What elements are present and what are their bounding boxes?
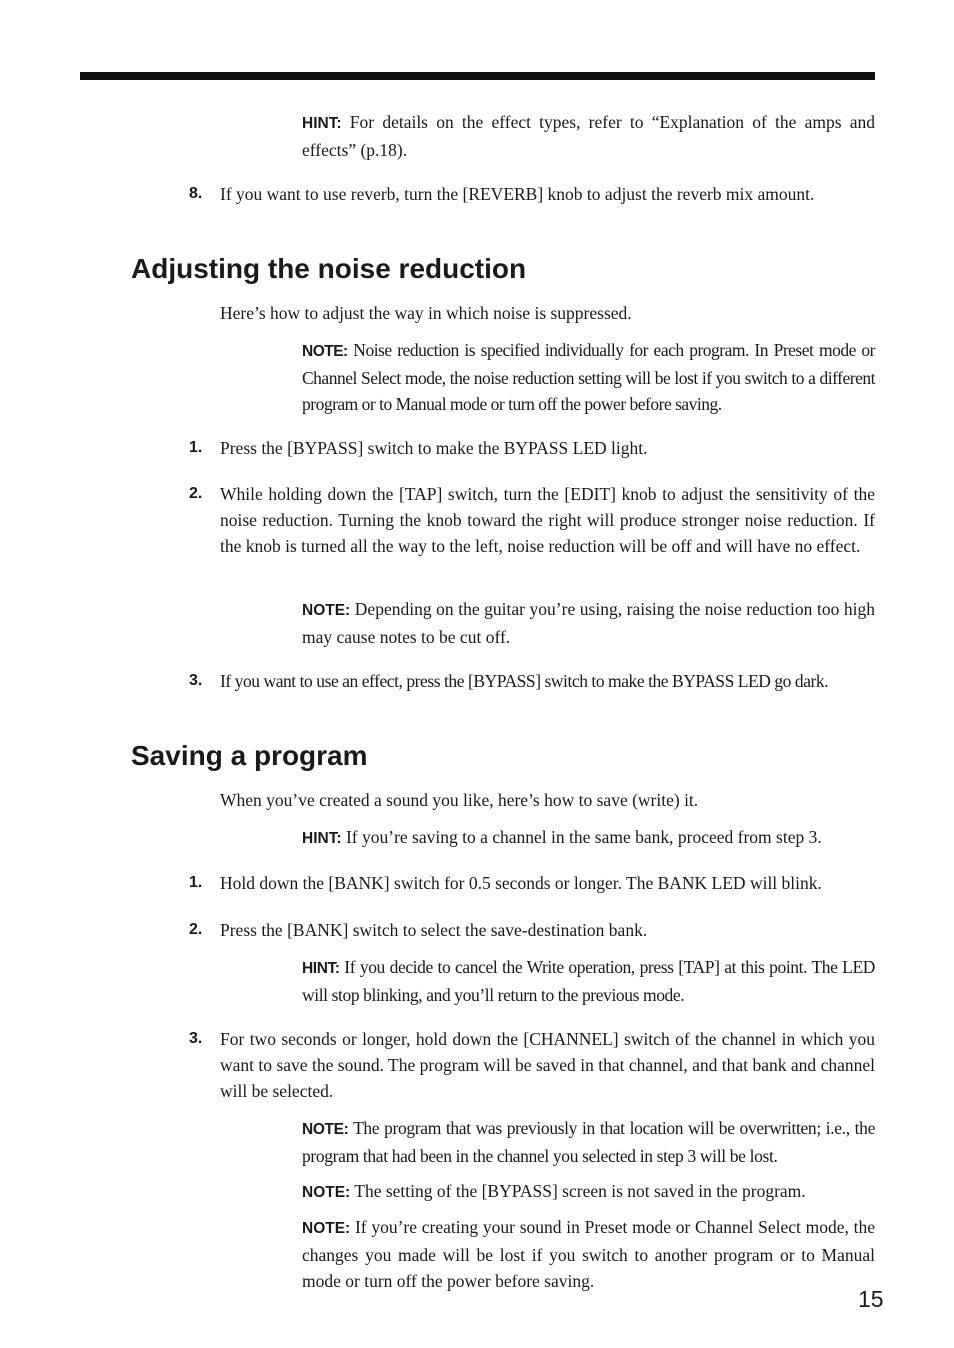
hint-text: If you decide to cancel the Write operation, press [TAP] at this point. The LED will stop blinking, and you’ll return to the previous mode. — [302, 957, 875, 1005]
hint-label: HINT: — [302, 960, 340, 977]
step-number: 3. — [189, 1030, 203, 1047]
step-number: 2. — [189, 485, 203, 502]
hint-same-bank — [302, 824, 875, 852]
note-overwritten — [302, 1115, 875, 1169]
note-label: NOTE: — [302, 1121, 349, 1138]
step-text: If you want to use reverb, turn the [REVERB] knob to adjust the reverb mix amount. — [220, 184, 815, 204]
hint-cancel-write — [302, 954, 875, 1008]
note-text: The program that was previously in that location will be overwritten; i.e., the program that had been in the channel you selected in step 3 will be lost. — [302, 1118, 875, 1166]
note-label: NOTE: — [302, 343, 348, 360]
step-text: While holding down the [TAP] switch, turn the [EDIT] knob to adjust the sensitivity of the noise reduction. Turning the knob toward the right will produce stronger noise reduction. If the knob is turned all the way to the left, noise reduction will be off and will have no effect. — [220, 484, 875, 556]
hint-label: HINT: — [302, 830, 342, 847]
hint-label: HINT: — [302, 115, 342, 132]
step-text: For two seconds or longer, hold down the [CHANNEL] switch of the channel in which you want to save the sound. The program will be saved in that channel, and that bank and channel will be selected. — [220, 1029, 875, 1101]
section-intro: When you’ve created a sound you like, here’s how to save (write) it. — [220, 790, 699, 810]
step-text: Press the [BANK] switch to select the save-destination bank. — [220, 920, 648, 940]
note-changes-lost — [302, 1214, 875, 1294]
step-number: 1. — [189, 874, 203, 891]
note-text: If you’re creating your sound in Preset mode or Channel Select mode, the changes you made will be lost if you switch to another program or to Manual mode or turn off the power before saving. — [302, 1217, 875, 1291]
section-heading-noise-reduction: Adjusting the noise reduction — [131, 253, 527, 284]
note-noise-reduction-lost — [302, 337, 875, 417]
section-heading-saving-program: Saving a program — [131, 740, 368, 771]
note-bypass-not-saved — [302, 1178, 875, 1206]
step-number: 3. — [189, 672, 203, 689]
step-text: Press the [BYPASS] switch to make the BYPASS LED light. — [220, 438, 648, 458]
note-label: NOTE: — [302, 1220, 351, 1237]
hint-text: If you’re saving to a channel in the same bank, proceed from step 3. — [341, 827, 822, 847]
page-number: 15 — [858, 1286, 884, 1312]
note-notes-cut-off — [302, 596, 875, 650]
note-text: The setting of the [BYPASS] screen is not saved in the program. — [350, 1181, 806, 1201]
step-text: Hold down the [BANK] switch for 0.5 seconds or longer. The BANK LED will blink. — [220, 873, 822, 893]
note-label: NOTE: — [302, 1184, 351, 1201]
step-number: 2. — [189, 921, 203, 938]
header-rule — [80, 72, 875, 80]
note-label: NOTE: — [302, 602, 351, 619]
hint-effect-types — [302, 109, 875, 163]
note-text: Depending on the guitar you’re using, raising the noise reduction too high may cause notes to be cut off. — [302, 599, 875, 647]
hint-text: For details on the effect types, refer to “Explanation of the amps and effects” (p.18). — [302, 112, 875, 160]
note-text: Noise reduction is specified individually for each program. In Preset mode or Channel Select mode, the noise reduction setting will be lost if you switch to a different program or to Manual mode or turn off the power before saving. — [302, 340, 875, 414]
step-text: If you want to use an effect, press the [BYPASS] switch to make the BYPASS LED go dark. — [220, 671, 829, 691]
section-intro: Here’s how to adjust the way in which noise is suppressed. — [220, 303, 632, 323]
step-number: 1. — [189, 439, 203, 456]
step-number: 8. — [189, 185, 203, 202]
